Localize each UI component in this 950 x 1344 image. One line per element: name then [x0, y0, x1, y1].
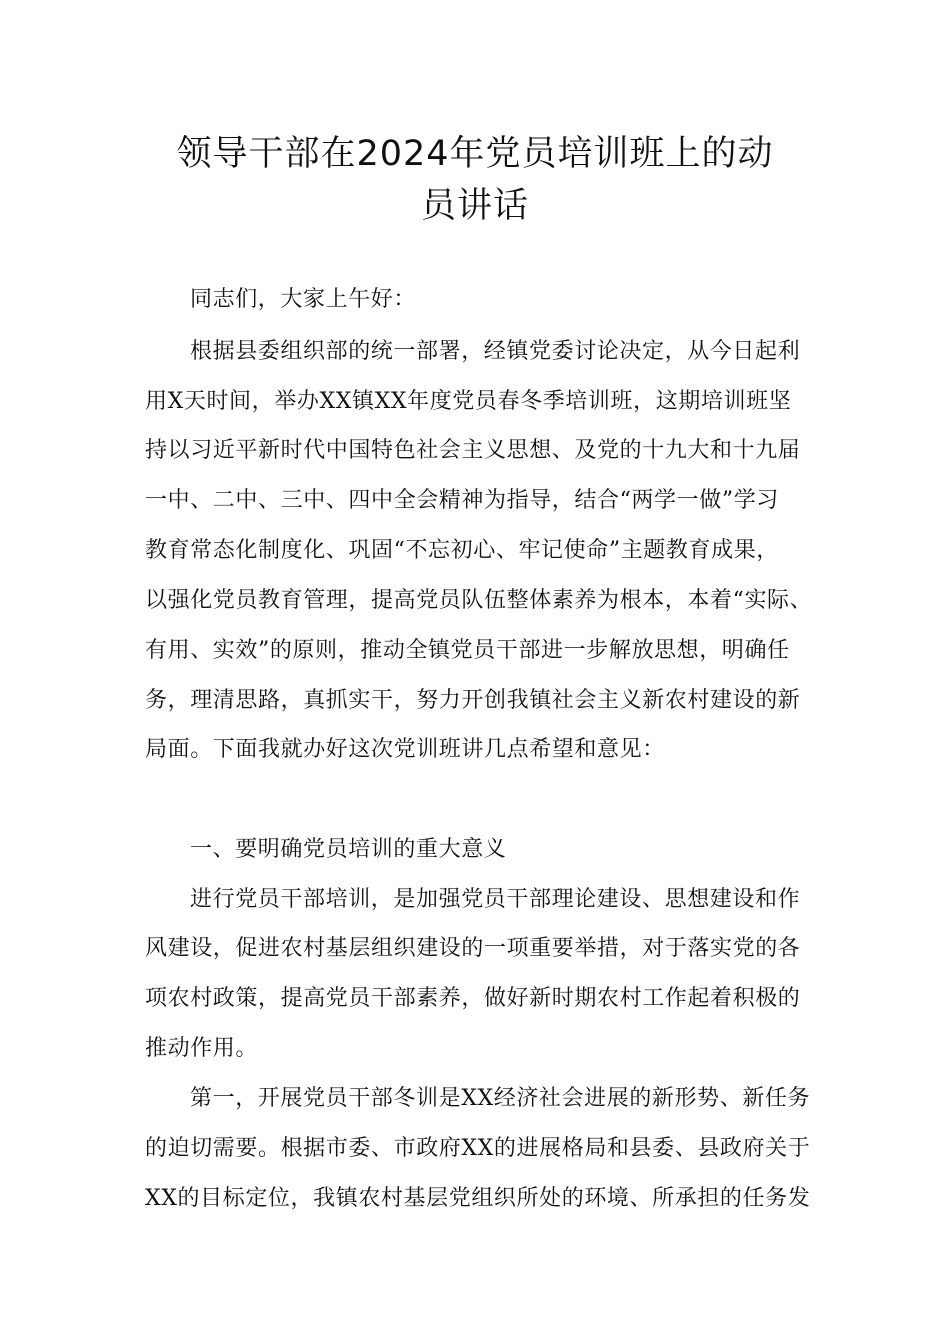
paragraph-line: 项农村政策，提高党员干部素养，做好新时期农村工作起着积极的 — [145, 986, 801, 1011]
paragraph-line: 的迫切需要。根据市委、市政府XX的进展格局和县委、县政府关于 — [145, 1136, 811, 1161]
paragraph-line: XX的目标定位，我镇农村基层党组织所处的环境、所承担的任务发 — [145, 1186, 811, 1211]
document-title-line-1: 领导干部在2024年党员培训班上的动 — [176, 134, 774, 174]
paragraph-line: 有用、实效”的原则，推动全镇党员干部进一步解放思想，明确任 — [145, 638, 790, 663]
paragraph-line: 根据县委组织部的统一部署，经镇党委讨论决定，从今日起利 — [190, 339, 801, 364]
paragraph-line: 教育常态化制度化、巩固“不忘初心、牢记使命”主题教育成果， — [145, 538, 779, 563]
paragraph-line: 一中、二中、三中、四中全会精神为指导，结合“两学一做”学习 — [145, 488, 779, 513]
paragraph-line: 用X天时间，举办XX镇XX年度党员春冬季培训班，这期培训班坚 — [145, 389, 792, 414]
document-title-line-2: 员讲话 — [420, 186, 529, 226]
paragraph-line: 务，理清思路，真抓实干，努力开创我镇社会主义新农村建设的新 — [145, 688, 801, 713]
paragraph-line: 推动作用。 — [145, 1036, 259, 1061]
paragraph-line: 持以习近平新时代中国特色社会主义思想、及党的十九大和十九届 — [145, 438, 801, 463]
greeting-line: 同志们，大家上午好： — [190, 287, 417, 312]
paragraph-line: 第一，开展党员干部冬训是XX经济社会进展的新形势、新任务 — [190, 1086, 811, 1111]
section-heading: 一、要明确党员培训的重大意义 — [190, 837, 507, 862]
paragraph-line: 风建设，促进农村基层组织建设的一项重要举措，对于落实党的各 — [145, 936, 801, 961]
paragraph-line: 以强化党员教育管理，提高党员队伍整体素养为根本，本着“实际、 — [145, 588, 813, 613]
paragraph-line: 局面。下面我就办好这次党训班讲几点希望和意见： — [145, 737, 665, 762]
paragraph-line: 进行党员干部培训，是加强党员干部理论建设、思想建设和作 — [190, 887, 801, 912]
